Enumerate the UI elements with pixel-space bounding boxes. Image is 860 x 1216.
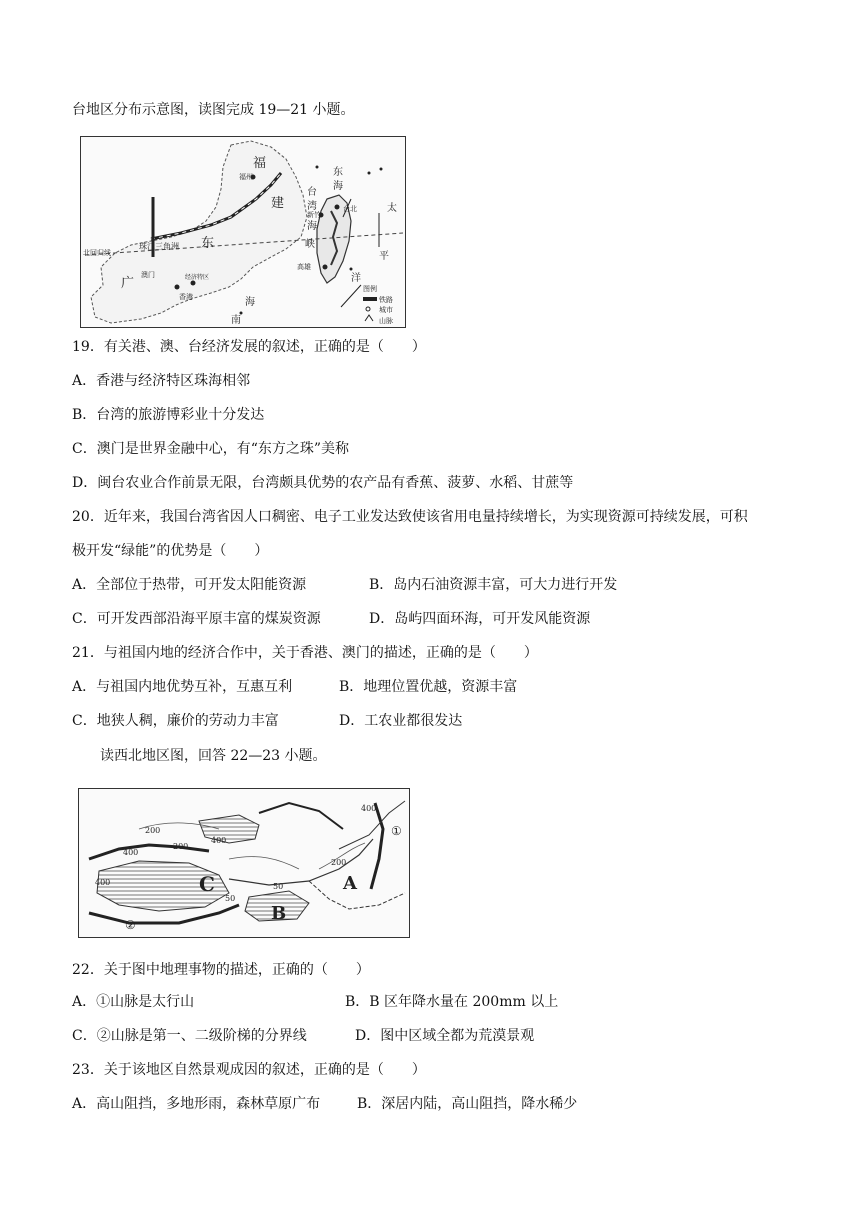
legend-city: 城市 (379, 306, 393, 314)
label-taiwan-4: 峡 (305, 239, 315, 250)
q19-option-a: A．香港与经济特区珠海相邻 (72, 373, 251, 389)
label-taibei: 台北 (343, 205, 357, 213)
label-fuzhou: 福州 (239, 173, 253, 181)
q22-option-c: C．②山脉是第一、二级阶梯的分界线 (72, 1028, 307, 1044)
label-tropic: 北回归线 (83, 249, 111, 257)
label-donghai-2: 海 (333, 181, 343, 192)
q21-option-c: C．地狭人稠，廉价的劳动力丰富 (72, 713, 279, 729)
label-xianggang: 香港 (179, 293, 193, 301)
region-c-label: C (199, 872, 215, 896)
q22-option-a: A．①山脉是太行山 (72, 994, 195, 1010)
q21-option-a: A．与祖国内地优势互补，互惠互利 (72, 679, 293, 695)
label-nanhai-1: 南 (231, 315, 241, 326)
map-southeast-china (80, 136, 406, 328)
label-guangdong-2: 东 (201, 236, 215, 251)
contour-400-d: 400 (361, 804, 377, 813)
q20-option-d: D．岛屿四面环海，可开发风能资源 (369, 611, 591, 627)
label-taiping-3: 洋 (351, 273, 361, 284)
q23-stem: 23．关于该地区自然景观成因的叙述，正确的是（ ） (72, 1062, 426, 1078)
mountain-2-marker: ② (125, 918, 136, 932)
q21-option-b: B．地理位置优越，资源丰富 (339, 679, 518, 695)
q22-option-b: B．B 区年降水量在 200mm 以上 (345, 994, 559, 1010)
q20-option-c: C．可开发西部沿海平原丰富的煤炭资源 (72, 611, 321, 627)
label-tequ: 经济特区 (185, 274, 210, 281)
region-b-label: B (271, 903, 287, 924)
label-taiwan-1: 台 (307, 187, 317, 198)
q20-stem-line2: 极开发“绿能”的优势是（ ） (72, 543, 269, 559)
q22-stem: 22．关于图中地理事物的描述，正确的（ ） (72, 962, 370, 978)
contour-50-b: 50 (273, 882, 284, 891)
label-donghai-1: 东 (333, 167, 343, 178)
intro-text-2: 读西北地区图，回答 22—23 小题。 (100, 748, 327, 764)
contour-50-a: 50 (225, 894, 236, 903)
legend-mountain: 山脉 (379, 317, 393, 325)
legend-rail: 铁路 (379, 296, 393, 304)
label-aomen: 澳门 (141, 271, 155, 279)
q19-option-d: D．闽台农业合作前景无限，台湾颇具优势的农产品有香蕉、菠萝、水稻、甘蔗等 (72, 475, 574, 491)
mountain-1-marker: ① (391, 824, 402, 838)
label-taiwan-3: 海 (307, 221, 317, 232)
label-fujian-1: 福 (253, 156, 267, 171)
label-guangdong-1: 广 (121, 276, 135, 291)
q20-stem-line1: 20．近年来，我国台湾省因人口稠密、电子工业发达致使该省用电量持续增长，为实现资源可持续发展，可积 (72, 509, 748, 525)
contour-400-b: 400 (211, 836, 227, 845)
q20-option-a: A．全部位于热带，可开发太阳能资源 (72, 577, 307, 593)
label-taiping-2: 平 (379, 251, 389, 262)
q23-option-a: A．高山阻挡，多地形雨，森林草原广布 (72, 1096, 321, 1112)
contour-400-c: 400 (95, 878, 111, 887)
q21-stem: 21．与祖国内地的经济合作中，关于香港、澳门的描述，正确的是（ ） (72, 645, 538, 661)
intro-text-1: 台地区分布示意图，读图完成 19—21 小题。 (72, 102, 355, 118)
contour-200-a: 200 (145, 826, 161, 835)
q22-option-d: D．图中区域全都为荒漠景观 (355, 1028, 535, 1044)
label-taiping-1: 太 (387, 203, 397, 214)
q19-option-b: B．台湾的旅游博彩业十分发达 (72, 407, 265, 423)
label-fujian-2: 建 (271, 196, 285, 211)
q19-option-c: C．澳门是世界金融中心，有“东方之珠”美称 (72, 441, 350, 457)
q23-option-b: B．深居内陆，高山阻挡，降水稀少 (357, 1096, 578, 1112)
contour-200-c: 200 (331, 858, 347, 867)
label-gaoxiong: 高雄 (297, 263, 311, 271)
contour-200-b: 200 (173, 842, 189, 851)
contour-400-a: 400 (123, 848, 139, 857)
label-xinzhu: 新竹 (307, 211, 321, 219)
q20-option-b: B．岛内石油资源丰富，可大力进行开发 (369, 577, 618, 593)
region-a-label: A (343, 873, 357, 894)
q21-option-d: D．工农业都很发达 (339, 713, 463, 729)
label-zhujiang: 珠江三角洲 (139, 242, 179, 251)
label-nanhai-2: 海 (245, 297, 255, 308)
legend-title: 图例 (363, 285, 377, 293)
label-taiwan-2: 湾 (307, 201, 317, 212)
q19-stem: 19．有关港、澳、台经济发展的叙述，正确的是（ ） (72, 339, 426, 355)
map-northwest-china (78, 788, 410, 938)
